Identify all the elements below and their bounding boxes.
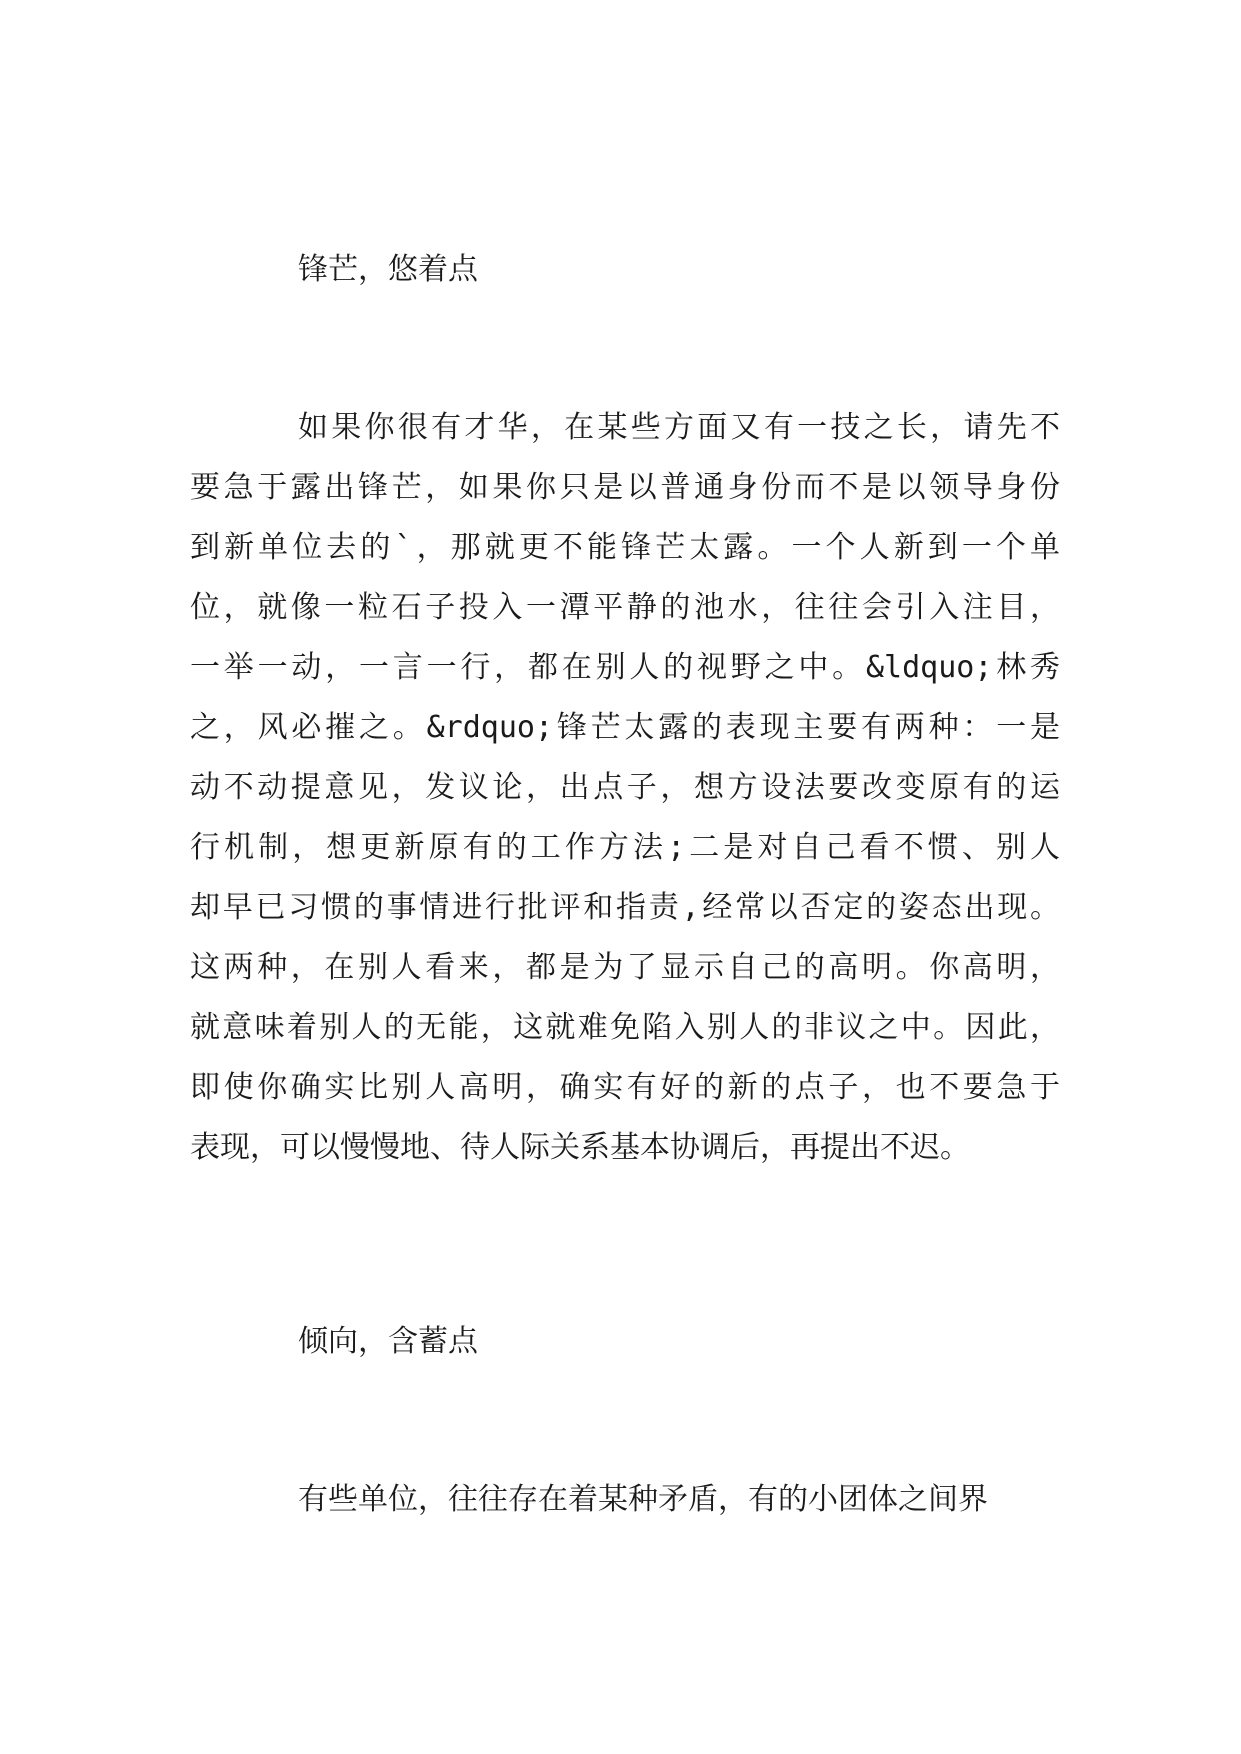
paragraph-line: 这两种，在别人看来，都是为了显示自己的高明。你高明， (190, 950, 1060, 985)
paragraph-line: 一举一动，一言一行，都在别人的视野之中。&ldquo;林秀 (190, 650, 1060, 685)
section-heading-1: 锋芒，悠着点 (298, 252, 478, 287)
section-paragraph-2 (190, 1470, 1060, 1530)
section-heading-2: 倾向，含蓄点 (298, 1324, 478, 1359)
paragraph-line: 行机制，想更新原有的工作方法;二是对自己看不惯、别人 (190, 830, 1060, 865)
paragraph-line: 位，就像一粒石子投入一潭平静的池水，往往会引入注目， (190, 590, 1060, 625)
paragraph-line: 要急于露出锋芒，如果你只是以普通身份而不是以领导身份 (190, 470, 1060, 505)
paragraph-line: 到新单位去的`，那就更不能锋芒太露。一个人新到一个单 (190, 530, 1060, 565)
paragraph-line: 即使你确实比别人高明，确实有好的新的点子，也不要急于 (190, 1070, 1060, 1105)
paragraph-line: 之，风必摧之。&rdquo;锋芒太露的表现主要有两种：一是 (190, 710, 1060, 745)
paragraph-line: 却早已习惯的事情进行批评和指责,经常以否定的姿态出现。 (190, 890, 1060, 925)
paragraph-line: 表现，可以慢慢地、待人际关系基本协调后，再提出不迟。 (190, 1130, 970, 1165)
paragraph-line: 有些单位，往往存在着某种矛盾，有的小团体之间界 (298, 1482, 988, 1517)
paragraph-line: 就意味着别人的无能，这就难免陷入别人的非议之中。因此， (190, 1010, 1060, 1045)
paragraph-line: 动不动提意见，发议论，出点子，想方设法要改变原有的运 (190, 770, 1060, 805)
section-paragraph-1 (190, 398, 1060, 1178)
paragraph-line: 如果你很有才华，在某些方面又有一技之长，请先不 (298, 410, 1060, 445)
